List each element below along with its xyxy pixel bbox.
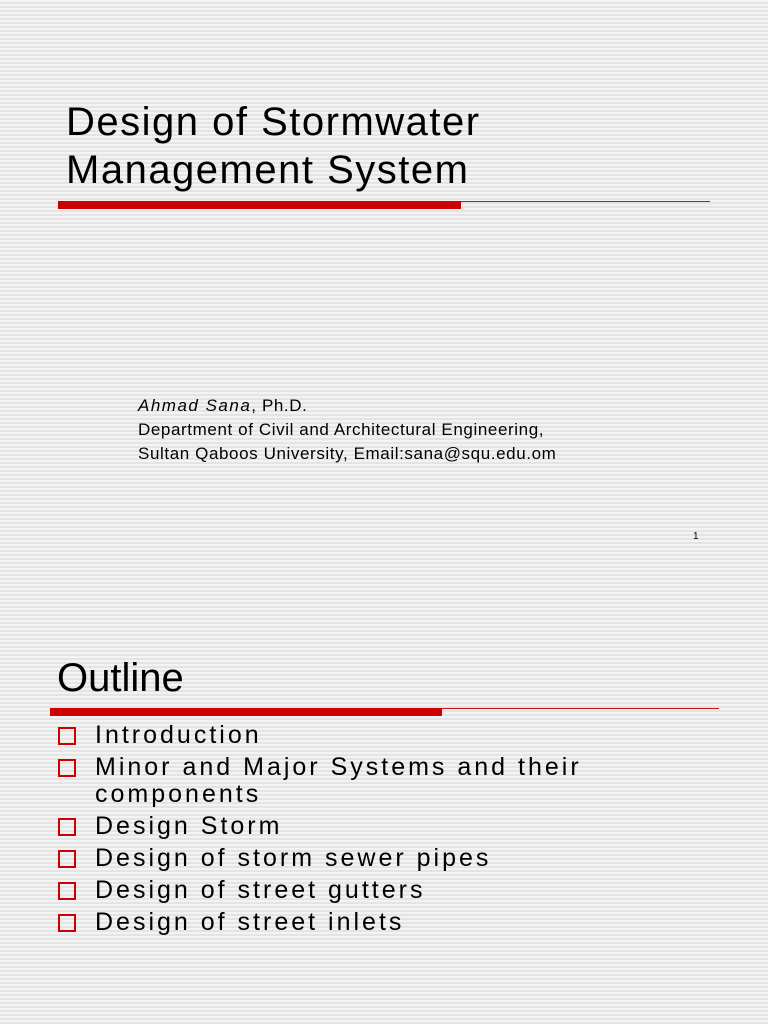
list-item-label: Introduction — [95, 721, 262, 749]
checkbox-bullet-icon — [58, 818, 76, 836]
underline-thick — [58, 201, 461, 209]
author-block — [138, 394, 738, 466]
list-item-label: Design of street gutters — [95, 876, 426, 904]
checkbox-bullet-icon — [58, 759, 76, 777]
outline-slide — [0, 628, 768, 1024]
checkbox-bullet-icon — [58, 914, 76, 932]
list-item — [58, 845, 738, 872]
list-item-label: Design of storm sewer pipes — [95, 844, 492, 872]
author-degree: , Ph.D. — [251, 396, 308, 415]
underline-thick — [50, 708, 442, 716]
list-item-label: Minor and Major Systems and their components — [95, 753, 582, 808]
outline-title: Outline — [57, 656, 184, 700]
affiliation: Sultan Qaboos University, Email:sana@squ.edu.om — [138, 444, 557, 463]
list-item — [58, 754, 738, 808]
page-number: 1 — [693, 531, 699, 542]
list-item — [58, 877, 738, 904]
checkbox-bullet-icon — [58, 882, 76, 900]
author-name: Ahmad Sana — [138, 396, 252, 415]
list-item-label: Design of street inlets — [95, 908, 405, 936]
checkbox-bullet-icon — [58, 850, 76, 868]
department: Department of Civil and Architectural Engineering, — [138, 420, 545, 439]
checkbox-bullet-icon — [58, 727, 76, 745]
list-item — [58, 909, 738, 936]
list-item-label: Design Storm — [95, 812, 283, 840]
list-item — [58, 813, 738, 840]
author-line — [138, 394, 738, 418]
slide-title: Design of Stormwater Management System — [66, 100, 481, 192]
outline-list — [58, 722, 738, 941]
list-item — [58, 722, 738, 749]
